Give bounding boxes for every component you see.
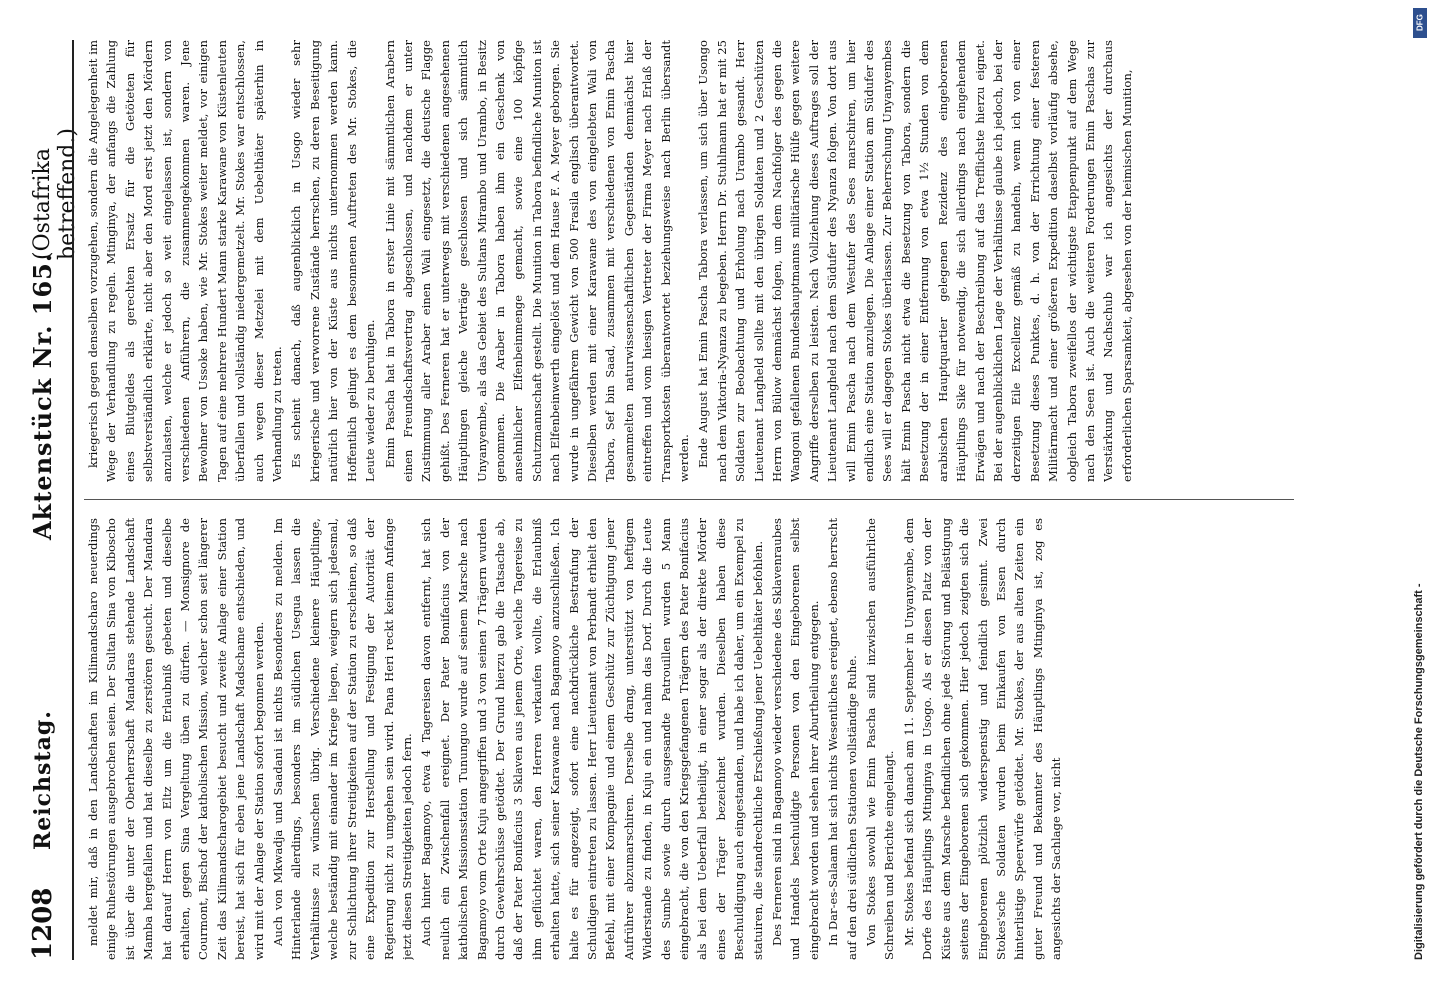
digitization-note-text: Digitalisierung gefördert durch die Deutsche Forschungsgemeinschaft - bbox=[1413, 583, 1425, 960]
left-column bbox=[84, 518, 1294, 960]
header-left-title: Reichstag. bbox=[30, 710, 56, 850]
column-divider bbox=[84, 499, 1294, 500]
right-column bbox=[84, 40, 1294, 482]
paragraph: Es scheint danach, daß augenblicklich in Usogo wieder sehr kriegerische und verworrene Zustände herrschen, zu deren Beseitigung natürlich hier von der Küste aus nichts unternommen werden kann. Hoffentlich gelingt es dem besonnenen Auftreten des Mr. Stokes, die Leute wieder zu beruhigen. bbox=[289, 40, 378, 482]
paragraph: Mr. Stokes befand sich danach am 11. September in Unyanyembe, dem Dorfe des Häuptlings Mtinginya in Usogo. Als er diesen Platz von der Küste aus dem Marsche befindlichen ohne jede Störung und Belästigung seitens der Eingeborenen sich gekommen. Hier jedoch zeigten sich die Eingeborenen plötzlich widerspenstig und feindlich gesinnt. Zwei Stokes'sche Soldaten wurden beim Einkaufen von Essen durch hinterlistige Speerwürfe getödtet. Mr. Stokes, der aus alten Zeiten ein guter Freund und Bekannter des Häuptlings Mtinginya ist, zog es angesichts der Sachlage vor, nicht bbox=[901, 518, 1064, 960]
paragraph: In Dar-es-Salaam hat sich nichts Wesentliches ereignet, ebenso herrscht auf den drei südlichen Stationen vollständige Ruhe. bbox=[826, 518, 859, 960]
paragraph: Auch hinter Bagamoyo, etwa 4 Tagereisen davon entfernt, hat sich neulich ein Zwischenfall ereignet. Der Pater Bonifacius von der katholischen Missionsstation Tununguo wurde auf seinem Marsche nach Bagamoyo vom Orte Kuju angegriffen und 3 von seinen 7 Trägern wurden durch Gewehrschüsse getödtet. Der Grund hierzu gab die Tatsache ab, daß der Pater Bonifacius 3 Sklaven aus jenem Orte, welche Tagereise zu ihm geflüchtet waren, den Herren verkaufen wollte, die Erlaubniß erhalten hatte, sich seiner Karawane nach Bagamoyo anzuschließen. Ich halte es für angezeigt, sofort eine nachdrückliche Bestrafung der Schuldigen eintreten zu lassen. Herr Lieutenant von Perbandt erhielt den Befehl, mit einer Kompagnie und einem Geschütz zur Züchtigung jener Aufrührer abzumarschiren. Derselbe drang, unterstützt von heftigem Widerstande zu finden, in Kuju ein und nahm das Dorf. Durch die Leute des Sumbe sowie durch ausgesandte Patrouillen wurden 5 Mann eingebracht, die von den Kriegsgefangenen Trägern des Pater Bonifacius als bei dem Ueberfall betheiligt, in einer sogar als der direkte Mörder eines der Träger bezeichnet wurden. Dieselben haben diese Beschuldigung auch eingestanden, und habe ich daher, um ein Exempel zu statuiren, die standrechtliche Erschießung jener Uebelthäter befohlen. bbox=[419, 518, 765, 960]
paragraph: Emin Pascha hat in Tabora in erster Linie mit sämmtlichen Arabern einen Freundschaftsvertrag abgeschlossen, und nachdem er unter Zustimmung aller Araber einen Wali eingesetzt, die deutsche Flagge gehißt. Des Ferneren hat er unterwegs mit verschiedenen angesehenen Häuptlingen gleiche Verträge geschlossen und sich sämmtlich Unyanyembe, als das Gebiet des Sultans Mirambo und Urambo, in Besitz genommen. Die Araber in Tabora haben ihm ein Geschenk von ansehnlicher Elfenbeinmenge gemacht, sowie eine 100 köpfige Schutzmannschaft gestellt. Die Munition in Tabora befindliche Muniton ist nach Elfenbeinwerth eingelöst und dem Hause F. A. Meyer geborgen. Sie wurde in ungefährem Gewicht von 500 Frasila englisch überantwortet. Dieselben werden mit einer Karawane des von eingelebten Wali von Tabora, Sef bin Saad, zusammen mit verschiedenen von Emin Pascha gesammelten naturwissenschaftlichen Gegenständen demnächst hier eintreffen und vom hiesigen Vertreter der Firma Meyer nach Erlaß der Transportkosten überantwortet beziehungsweise nach Berlin übersandt werden. bbox=[382, 40, 691, 482]
paragraph: Des Ferneren sind in Bagamoyo wieder verschiedene des Sklavenraubes und Handels beschuldigte Personen von den Eingeborenen selbst eingebracht worden und sehen ihrer Aburtheilung entgegen. bbox=[770, 518, 821, 960]
paragraph: Auch von Mkwadja und Saadani ist nichts Besonderes zu melden. Im Hinterlande allerdings, besonders im südlichen Usegua lassen die Verhältnisse zu wünschen übrig. Verschiedene kleinere Häuptlinge, welche beständig mit einander im Kriege liegen, weigern sich jedesmal, zur Schlichtung ihrer Streitigkeiten auf der Station zu erscheinen, so daß eine Expedition zur Herstellung und Festigung der Autorität der Regierung nicht zu umgehen sein wird. Pana Heri reckt keinem Anfange jetzt diesen Streitigkeiten jedoch fern. bbox=[271, 518, 414, 960]
page-header bbox=[22, 40, 80, 960]
paragraph: kriegerisch gegen denselben vorzugehen, sondern die Angelegenheit im Wege der Verhandlung zu regeln. Mtinginya, der anfangs die Zahlung eines Blutgeldes als gerechten Ersatz für die Getöteten für selbstverständlich erklärte, nicht aber den Mord erst jetzt den Mördern anzulasten, welche er jedoch so weit eingelassen ist, sondern von verschiedenen Anführern, die zusammengekommen waren. Jene Bewohner von Ussoke haben, wie Mr. Stokes weiter meldet, vor einigen Tagen auf eine mehrere Hundert Mann starke Karawane von Küstenleuten überfallen und vollständig niedergemetzelt. Mr. Stokes war entschlossen, auch wegen dieser Metzelei mit dem Uebelthäter späterhin in Verhandlung zu treten. bbox=[86, 40, 285, 482]
dfg-logo-badge: DFG bbox=[1413, 8, 1427, 38]
header-right-title: (Ostafrika betreffend.) bbox=[30, 128, 80, 260]
paragraph: Von Stokes sowohl wie Emin Pascha sind inzwischen ausführliche Schreiben und Berichte eingelangt. bbox=[864, 518, 897, 960]
paragraph: meldet mir, daß in den Landschaften im Kilimandscharo neuerdings einige Ruhestörungen ausgebrochen seien. Der Sultan Sina von Kiboscho ist über die unter der Oberherrschaft Mandaras stehende Landschaft Mamba hergefallen und hat dieselbe zu zerstören gesucht. Der Mandara hat darauf Herrn von Eltz um die Erlaubniß gebeten und dieselbe erhalten, gegen Sina Vergeltung üben zu dürfen. — Monsignore de Courmont, Bischof der katholischen Mission, welcher schon seit längerer Zeit das Kilimandscharogebiet besucht und zweite Anlage einer Station bereist, hat sich für eben jene Landschaft Madschame entschieden, und wird mit der Anlage der Station sofort begonnen werden. bbox=[86, 518, 266, 960]
text-columns bbox=[84, 40, 1294, 960]
paragraph: Ende August hat Emin Pascha Tabora verlassen, um sich über Usongo nach dem Viktoria-Nyanza zu begeben. Herrn Dr. Stuhlmann hat er mit 25 Soldaten zur Beobachtung und Erholung nach Urambo gesandt. Herr Lieutenant Langheld sollte mit den übrigen Soldaten und 2 Geschützen Herrn von Bülow demnächst folgen, um dem Nachfolger des gegen die Wangoni gefallenen Bundeshauptmanns militärische Hülfe gegen weitere Angriffe derselben zu leisten. Nach Vollziehung dieses Auftrages soll der Lieutenant Langheld nach dem Südufer des Nyanza folgen. Von dort aus will Emin Pascha nach dem Westufer des Sees marschiren, um hier endlich eine Station anzulegen. Die Anlage einer Station am Südufer des Sees will er dagegen Stokes überlassen. Zur Beherrschung Unyanyembes hält Emin Pascha nicht etwa die Besetzung von Tabora, sondern die Besetzung der in einer Entfernung von etwa 1½ Stunden von dem arabischen Hauptquartier gelegenen Rezidenz des eingeborenen Häuptlings Sike für notwendig, die sich allerdings nach eingehendem Erwägen und nach der Beschreibung auf das Trefflichste hierzu eignet. Bei der augenblicklichen Lage der Verhältnisse glaube ich jedoch, bei der derzeitigen Eile Excellenz gemäß zu handeln, wenn ich von einer Besetzung dieses Punktes, d. h. von der Errichtung einer festeren Militärmacht und einer größeren Expedition daselbst vorläufig absehe, obgleich Tabora zweifellos der wichtigste Etappenpunkt auf dem Wege nach den Seen ist. Auch die weiteren Forderungen Emin Paschas zur Verstärkung und Nachschub war ich angesichts der durchaus erforderlichen Sparsamkeit, abgesehen von der heimischen Munition, bbox=[696, 40, 1134, 482]
page-number: 1208 bbox=[28, 887, 58, 960]
header-rule bbox=[72, 40, 74, 960]
header-center-title: Aktenstück Nr. 165. bbox=[28, 252, 57, 540]
digitization-note bbox=[1400, 40, 1426, 960]
